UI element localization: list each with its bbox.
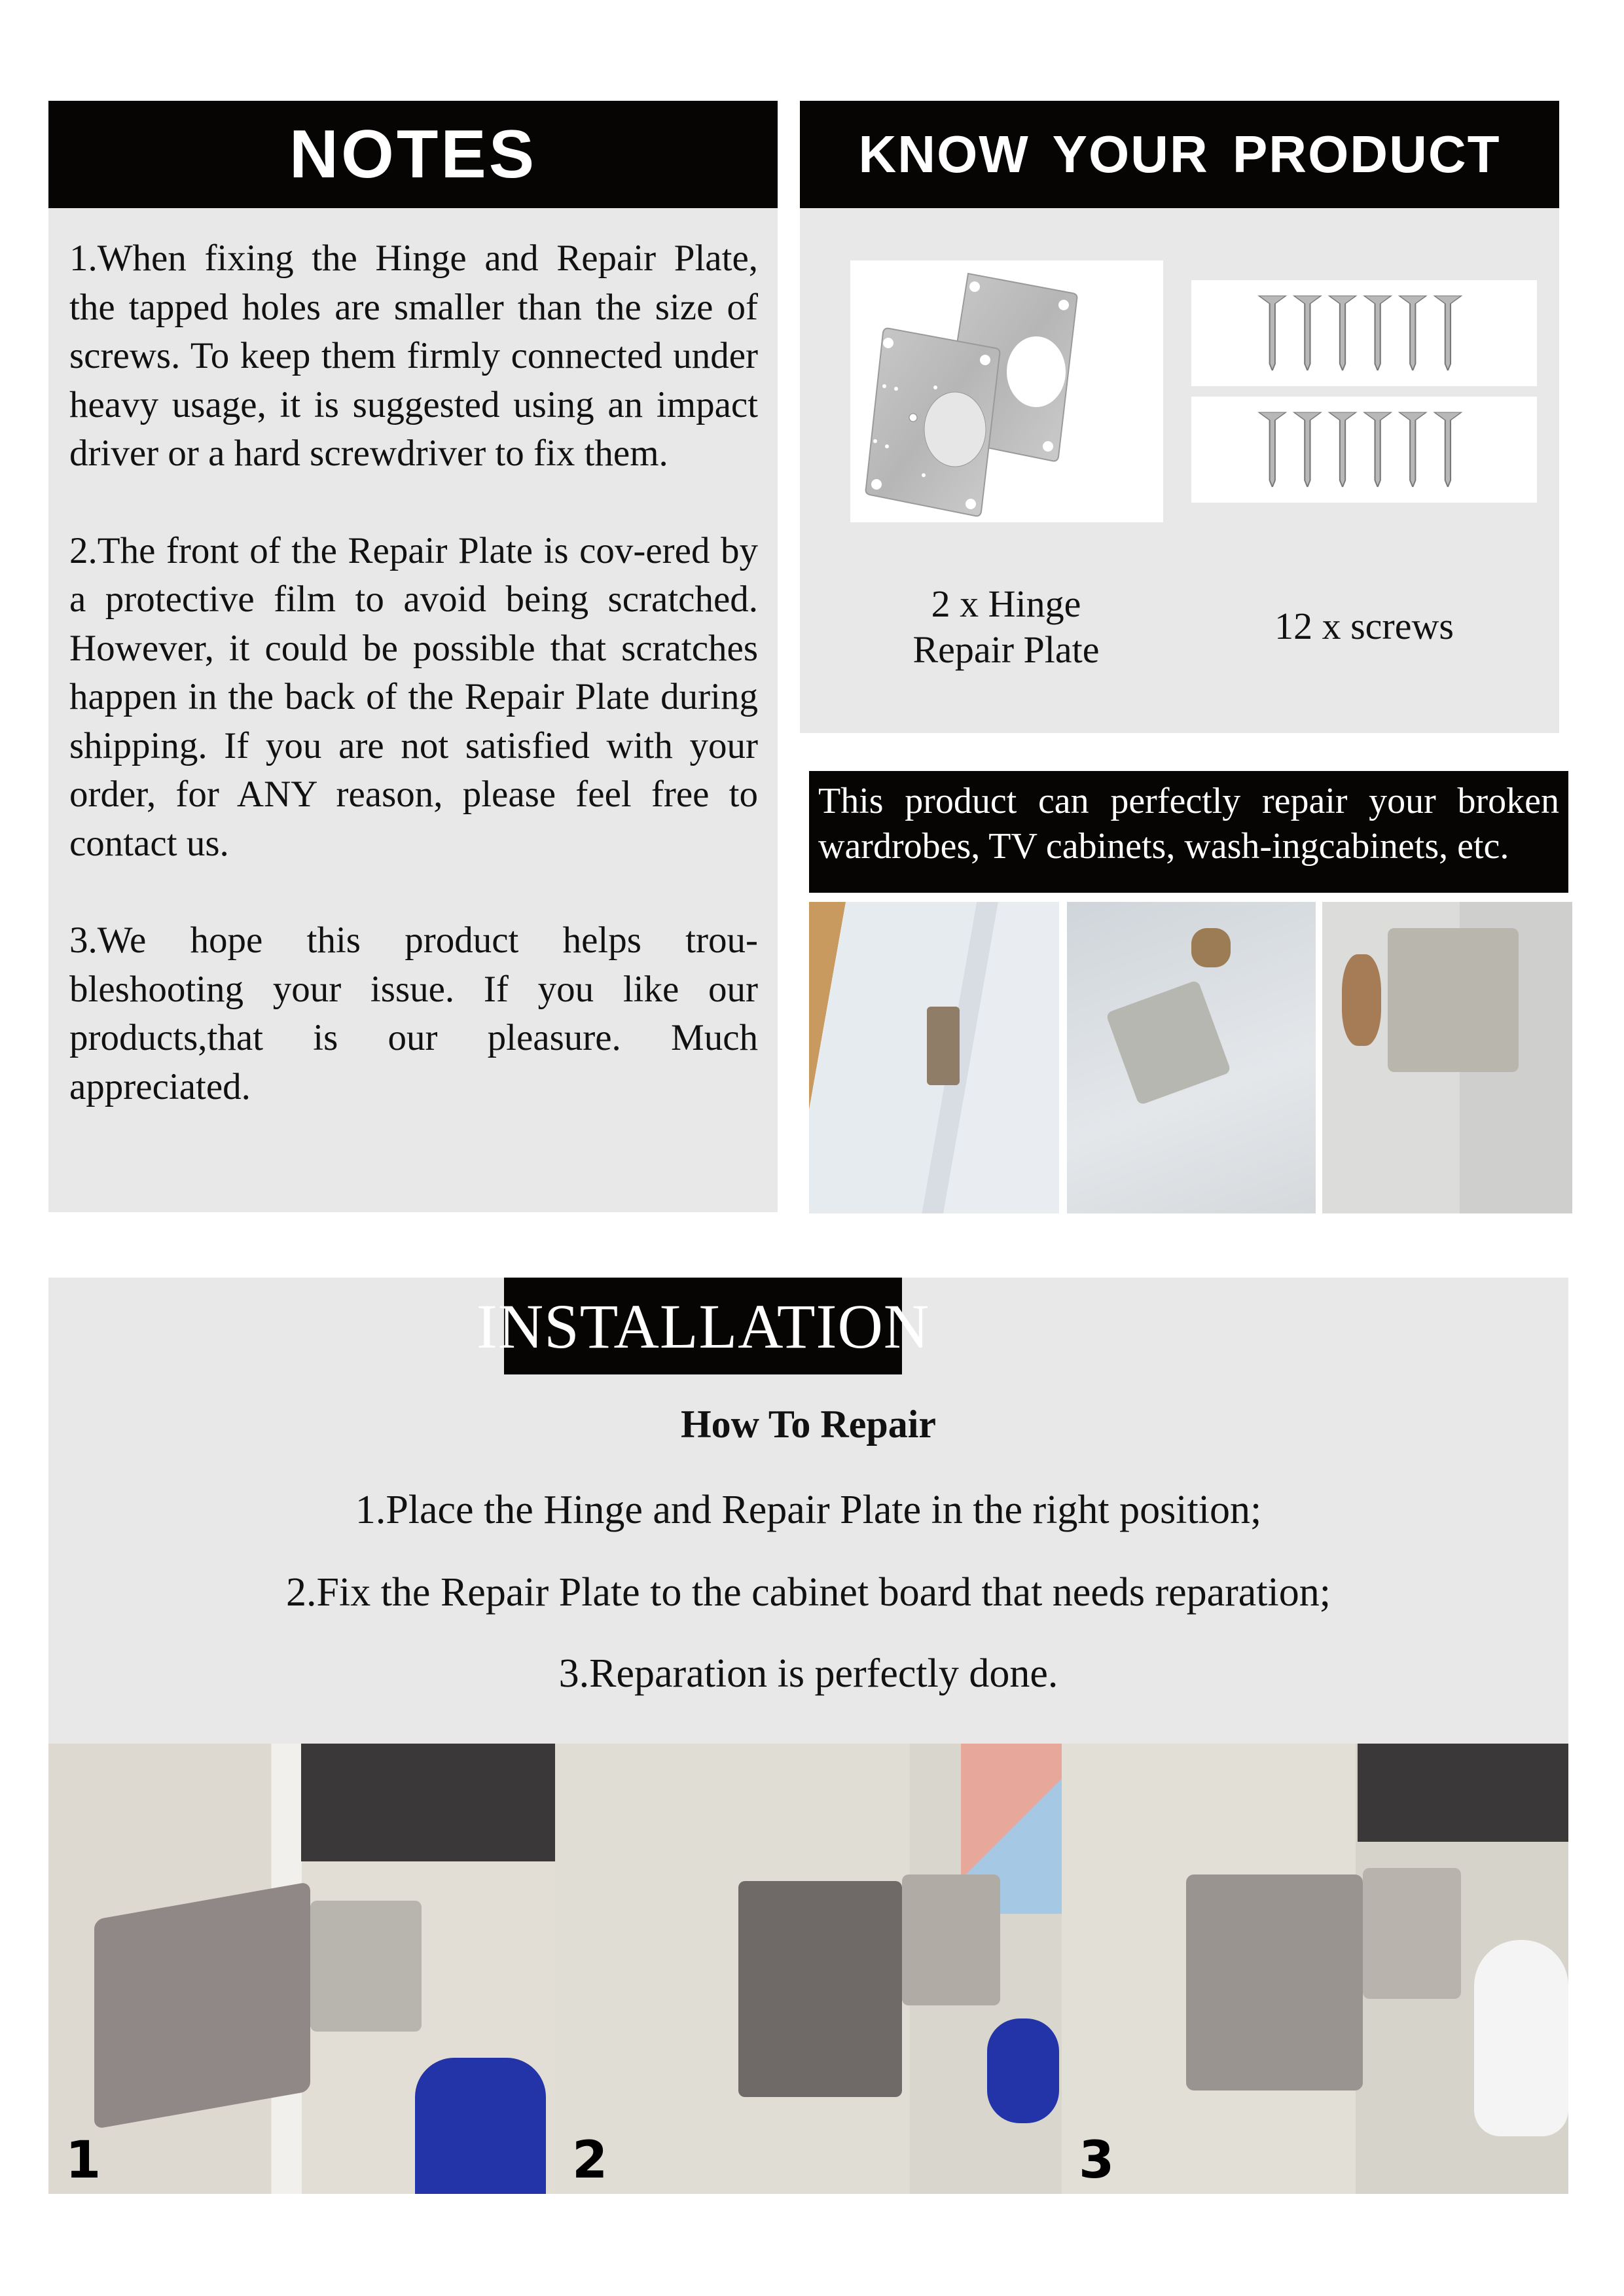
screws-image-row-1 [1191,280,1537,386]
know-your-product-title: KNOW YOUR PRODUCT [858,125,1501,183]
hinge-icon [1106,980,1231,1105]
notes-text [69,234,758,1111]
broken-hinge-photo-2 [1067,902,1316,1213]
damage-icon [1342,954,1381,1046]
screws-icon [1256,291,1472,376]
hinge-repair-plates-image [850,260,1163,522]
screwdriver-handle-icon [987,2018,1059,2123]
step-number-1: 1 [65,2131,101,2190]
repair-plate-icon [738,1881,902,2097]
product-use-banner [809,771,1568,893]
installation-photo-1 [48,1744,555,2194]
step-number-3: 3 [1079,2131,1115,2190]
installation-step-1: 1.Place the Hinge and Repair Plate in the right position; [355,1488,1262,1532]
screws-caption [1191,603,1537,649]
repair-plate-icon [1186,1874,1363,2090]
notes-header [48,101,778,208]
toy-figure [1474,1940,1568,2136]
installation-photo-3 [1062,1744,1568,2194]
banner-text: This product can perfectly repair your broken wardrobes, TV cabinets, wash-ingcabinets, etc. [818,781,1559,867]
installation-step-3: 3.Reparation is perfectly done. [558,1651,1058,1696]
plates-caption-line-2: Repair Plate [912,628,1100,671]
installation-panel [48,1278,1568,1744]
notes-panel [48,208,778,1212]
note-3: 3.We hope this product helps trou-bleshooting your issue. If you like our products,that is our pleasure. Much appreciated. [69,920,758,1107]
note-1: 1.When fixing the Hinge and Repair Plate, the tapped holes are smaller than the size of screws. To keep them firmly connected under heavy usage, it is suggested using an impact driver or a hard screwdriver to fix them. [69,238,758,474]
dark-cabinet-top [1358,1744,1568,1842]
know-your-product-panel [800,208,1559,733]
hinge-icon [1363,1868,1461,1999]
screwdriver-handle-icon [415,2058,546,2194]
step-number-2: 2 [572,2131,608,2190]
hinge-icon [310,1901,422,2032]
installation-step-2: 2.Fix the Repair Plate to the cabinet board that needs reparation; [286,1570,1331,1615]
hinge-icon [902,1874,1000,2005]
broken-hinge-photo-3 [1322,902,1572,1213]
screws-image-row-2 [1191,397,1537,503]
repair-plate-icon [94,1882,310,2129]
hinge-icon [1388,928,1519,1072]
dark-cabinet-top [301,1744,555,1861]
plates-caption [839,581,1173,673]
hinge-icon [927,1007,960,1085]
plates-caption-line-1: 2 x Hinge [931,583,1081,625]
know-your-product-header [800,101,1559,208]
installation-subtitle: How To Repair [680,1403,937,1446]
screws-icon [1256,407,1472,492]
screws-caption-line-1: 12 x screws [1274,605,1454,647]
broken-hinge-photo-1 [809,902,1059,1213]
note-2: 2.The front of the Repair Plate is cov-ered by a protective film to avoid being scratched. However, it could be possible that scratches happen in the back of the Repair Plate during shipping. If you are not satisfied with your order, for ANY reason, please feel free to contact us. [69,529,758,864]
repair-plate-icon [850,260,1163,522]
installation-header [476,1278,930,1374]
installation-title: INSTALLATION [476,1291,930,1361]
installation-photo-2 [555,1744,1062,2194]
notes-title: NOTES [289,116,537,192]
damage-icon [1191,928,1231,967]
